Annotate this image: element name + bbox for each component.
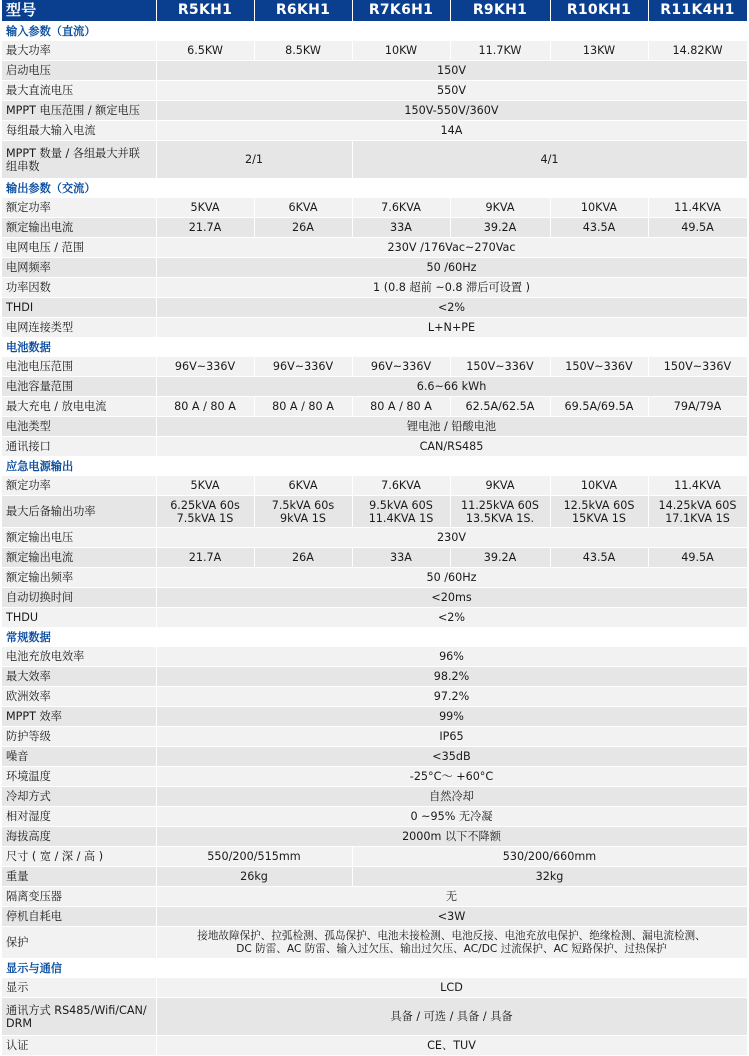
row-label: 额定功率: [2, 198, 156, 218]
cell-value: 99%: [156, 707, 747, 727]
value-line: DC 防雷、AC 防雷、输入过欠压、输出过欠压、AC/DC 过流保护、AC 短路保护、过热保护: [236, 942, 667, 955]
cell-value: 50 /60Hz: [156, 258, 747, 278]
value-line: 7.5kVA 60s: [271, 498, 335, 512]
table-row: [2, 667, 747, 687]
cell-value: 14.82KW: [648, 41, 747, 61]
section-header: [2, 628, 747, 647]
cell-value: [156, 496, 254, 528]
table-row: [2, 707, 747, 727]
cell-value: 69.5A/69.5A: [550, 397, 648, 417]
row-label: 隔离变压器: [2, 887, 156, 907]
cell-value: 26A: [254, 218, 352, 238]
table-row: [2, 747, 747, 767]
row-label: 欧洲效率: [2, 687, 156, 707]
cell-value: 39.2A: [450, 548, 550, 568]
cell-value: 14A: [156, 121, 747, 141]
cell-value: 10KW: [352, 41, 450, 61]
table-row: [2, 318, 747, 338]
cell-value: 0 ~95% 无冷凝: [156, 807, 747, 827]
value-line: 接地故障保护、拉弧检测、孤岛保护、电池未接检测、电池反接、电池充放电保护、绝缘检测、漏电流检测、: [197, 929, 706, 942]
cell-value: 62.5A/62.5A: [450, 397, 550, 417]
cell-value: 150V~336V: [648, 357, 747, 377]
row-label: 通讯接口: [2, 437, 156, 457]
table-row: [2, 61, 747, 81]
table-row: [2, 496, 747, 528]
row-label: 额定输出电压: [2, 528, 156, 548]
row-label: 电网连接类型: [2, 318, 156, 338]
cell-value: 7.6KVA: [352, 476, 450, 496]
cell-value: 6KVA: [254, 476, 352, 496]
table-row: [2, 41, 747, 61]
cell-value: 13KW: [550, 41, 648, 61]
cell-value: 49.5A: [648, 218, 747, 238]
header-label: 型号: [2, 0, 156, 22]
cell-value: <2%: [156, 298, 747, 318]
cell-value: 6.6~66 kWh: [156, 377, 747, 397]
cell-value: 50 /60Hz: [156, 568, 747, 588]
cell-value: 5KVA: [156, 476, 254, 496]
row-label: MPPT 电压范围 / 额定电压: [2, 101, 156, 121]
cell-value: 4/1: [352, 141, 747, 179]
row-label: 额定功率: [2, 476, 156, 496]
row-label: 功率因数: [2, 278, 156, 298]
cell-value: 43.5A: [550, 218, 648, 238]
cell-value: 6.5KW: [156, 41, 254, 61]
cell-value: [156, 927, 747, 959]
cell-value: [550, 496, 648, 528]
cell-value: 8.5KW: [254, 41, 352, 61]
cell-value: 150V: [156, 61, 747, 81]
row-label: 防护等级: [2, 727, 156, 747]
cell-value: 530/200/660mm: [352, 847, 747, 867]
row-label: 相对湿度: [2, 807, 156, 827]
row-label: 认证: [2, 1036, 156, 1056]
cell-value: 79A/79A: [648, 397, 747, 417]
table-row: [2, 548, 747, 568]
cell-value: 150V~336V: [550, 357, 648, 377]
row-label: 最大直流电压: [2, 81, 156, 101]
table-row: [2, 867, 747, 887]
cell-value: 具备 / 可选 / 具备 / 具备: [156, 998, 747, 1036]
table-row: [2, 81, 747, 101]
table-row: [2, 887, 747, 907]
label-line: 通讯方式 RS485/Wifi/CAN/: [6, 1003, 147, 1017]
value-line: 6.25kVA 60s: [170, 498, 240, 512]
cell-value: 96V~336V: [352, 357, 450, 377]
cell-value: L+N+PE: [156, 318, 747, 338]
row-label: 最大充电 / 放电电流: [2, 397, 156, 417]
label-line: MPPT 数量 / 各组最大并联: [6, 146, 140, 160]
cell-value: 7.6KVA: [352, 198, 450, 218]
table-row: [2, 687, 747, 707]
model-name: R9KH1: [450, 0, 550, 22]
cell-value: 6KVA: [254, 198, 352, 218]
cell-value: 锂电池 / 铅酸电池: [156, 417, 747, 437]
table-row: [2, 528, 747, 548]
model-name: R5KH1: [156, 0, 254, 22]
cell-value: LCD: [156, 978, 747, 998]
value-line: 17.1KVA 1S: [665, 511, 730, 525]
cell-value: 2000m 以下不降额: [156, 827, 747, 847]
table-row: [2, 927, 747, 959]
table-row: [2, 827, 747, 847]
row-label: 额定输出电流: [2, 218, 156, 238]
cell-value: IP65: [156, 727, 747, 747]
row-label: 每组最大输入电流: [2, 121, 156, 141]
cell-value: 96V~336V: [156, 357, 254, 377]
table-row: [2, 218, 747, 238]
cell-value: 10KVA: [550, 476, 648, 496]
table-row: [2, 847, 747, 867]
row-label: 最大后备输出功率: [2, 496, 156, 528]
spec-table: [2, 0, 748, 1056]
cell-value: [352, 496, 450, 528]
table-row: [2, 101, 747, 121]
cell-value: 11.7KW: [450, 41, 550, 61]
cell-value: 43.5A: [550, 548, 648, 568]
row-label: 电池容量范围: [2, 377, 156, 397]
cell-value: 80 A / 80 A: [156, 397, 254, 417]
cell-value: 550/200/515mm: [156, 847, 352, 867]
cell-value: 33A: [352, 548, 450, 568]
table-row: [2, 1036, 747, 1056]
section-header: [2, 959, 747, 978]
cell-value: 26A: [254, 548, 352, 568]
section-title: 输出参数（交流）: [2, 179, 747, 198]
cell-value: 97.2%: [156, 687, 747, 707]
row-label: [2, 998, 156, 1036]
row-label: 最大功率: [2, 41, 156, 61]
cell-value: 96V~336V: [254, 357, 352, 377]
row-label: MPPT 效率: [2, 707, 156, 727]
table-row: [2, 476, 747, 496]
row-label: 噪音: [2, 747, 156, 767]
cell-value: 230V: [156, 528, 747, 548]
row-label: 自动切换时间: [2, 588, 156, 608]
table-row: [2, 807, 747, 827]
cell-value: 10KVA: [550, 198, 648, 218]
row-label: 冷却方式: [2, 787, 156, 807]
value-line: 12.5kVA 60S: [563, 498, 635, 512]
cell-value: 11.4KVA: [648, 198, 747, 218]
row-label: 电池类型: [2, 417, 156, 437]
row-label: [2, 141, 156, 179]
model-name: R7K6H1: [352, 0, 450, 22]
cell-value: <35dB: [156, 747, 747, 767]
row-label: 尺寸 ( 宽 / 深 / 高 ): [2, 847, 156, 867]
row-label: 显示: [2, 978, 156, 998]
row-label: 最大效率: [2, 667, 156, 687]
cell-value: <2%: [156, 608, 747, 628]
value-line: 11.25kVA 60S: [461, 498, 539, 512]
row-label: 额定输出频率: [2, 568, 156, 588]
table-row: [2, 978, 747, 998]
table-row: [2, 608, 747, 628]
section-header: [2, 22, 747, 41]
table-row: [2, 727, 747, 747]
table-row: [2, 357, 747, 377]
cell-value: <3W: [156, 907, 747, 927]
row-label: 额定输出电流: [2, 548, 156, 568]
value-line: 11.4KVA 1S: [368, 511, 434, 525]
value-line: 14.25kVA 60S: [658, 498, 737, 512]
table-row: [2, 141, 747, 179]
value-line: 9kVA 1S: [280, 511, 326, 525]
cell-value: [254, 496, 352, 528]
cell-value: 150V~336V: [450, 357, 550, 377]
cell-value: 无: [156, 887, 747, 907]
cell-value: [648, 496, 747, 528]
table-row: [2, 377, 747, 397]
value-line: 13.5KVA 1S.: [465, 511, 535, 525]
table-row: [2, 437, 747, 457]
value-line: 9.5kVA 60S: [369, 498, 433, 512]
section-header: [2, 179, 747, 198]
cell-value: 26kg: [156, 867, 352, 887]
cell-value: <20ms: [156, 588, 747, 608]
row-label: 停机自耗电: [2, 907, 156, 927]
cell-value: [450, 496, 550, 528]
row-label: 启动电压: [2, 61, 156, 81]
section-title: 应急电源输出: [2, 457, 747, 476]
section-title: 常规数据: [2, 628, 747, 647]
table-row: [2, 647, 747, 667]
row-label: 重量: [2, 867, 156, 887]
cell-value: 80 A / 80 A: [254, 397, 352, 417]
table-row: [2, 568, 747, 588]
cell-value: 自然冷却: [156, 787, 747, 807]
table-row: [2, 298, 747, 318]
table-row: [2, 767, 747, 787]
section-title: 显示与通信: [2, 959, 747, 978]
cell-value: 9KVA: [450, 476, 550, 496]
row-label: 电池充放电效率: [2, 647, 156, 667]
row-label: THDU: [2, 608, 156, 628]
cell-value: 21.7A: [156, 218, 254, 238]
cell-value: -25°C～ +60°C: [156, 767, 747, 787]
table-row: [2, 258, 747, 278]
row-label: 电网频率: [2, 258, 156, 278]
row-label: 环境温度: [2, 767, 156, 787]
table-row: [2, 121, 747, 141]
cell-value: 9KVA: [450, 198, 550, 218]
cell-value: 80 A / 80 A: [352, 397, 450, 417]
cell-value: 2/1: [156, 141, 352, 179]
section-title: 输入参数（直流）: [2, 22, 747, 41]
label-line: DRM: [6, 1016, 33, 1030]
cell-value: 5KVA: [156, 198, 254, 218]
cell-value: 33A: [352, 218, 450, 238]
section-header: [2, 338, 747, 357]
cell-value: CAN/RS485: [156, 437, 747, 457]
cell-value: 32kg: [352, 867, 747, 887]
table-row: [2, 907, 747, 927]
cell-value: 21.7A: [156, 548, 254, 568]
cell-value: 98.2%: [156, 667, 747, 687]
cell-value: 230V /176Vac~270Vac: [156, 238, 747, 258]
row-label: 保护: [2, 927, 156, 959]
label-line: 组串数: [6, 159, 40, 173]
cell-value: 49.5A: [648, 548, 747, 568]
table-row: [2, 998, 747, 1036]
table-row: [2, 787, 747, 807]
model-name: R10KH1: [550, 0, 648, 22]
cell-value: 550V: [156, 81, 747, 101]
cell-value: 39.2A: [450, 218, 550, 238]
row-label: 电网电压 / 范围: [2, 238, 156, 258]
cell-value: CE、TUV: [156, 1036, 747, 1056]
cell-value: 150V-550V/360V: [156, 101, 747, 121]
row-label: THDI: [2, 298, 156, 318]
table-row: [2, 417, 747, 437]
cell-value: 11.4KVA: [648, 476, 747, 496]
model-name: R11K4H1: [648, 0, 747, 22]
model-name: R6KH1: [254, 0, 352, 22]
header-row: [2, 0, 747, 22]
table-row: [2, 238, 747, 258]
row-label: 电池电压范围: [2, 357, 156, 377]
cell-value: 1 (0.8 超前 ~0.8 滞后可设置 ): [156, 278, 747, 298]
cell-value: 96%: [156, 647, 747, 667]
value-line: 7.5kVA 1S: [176, 511, 234, 525]
table-row: [2, 198, 747, 218]
table-row: [2, 278, 747, 298]
row-label: 海拔高度: [2, 827, 156, 847]
value-line: 15KVA 1S: [572, 511, 626, 525]
table-row: [2, 397, 747, 417]
section-title: 电池数据: [2, 338, 747, 357]
section-header: [2, 457, 747, 476]
table-row: [2, 588, 747, 608]
